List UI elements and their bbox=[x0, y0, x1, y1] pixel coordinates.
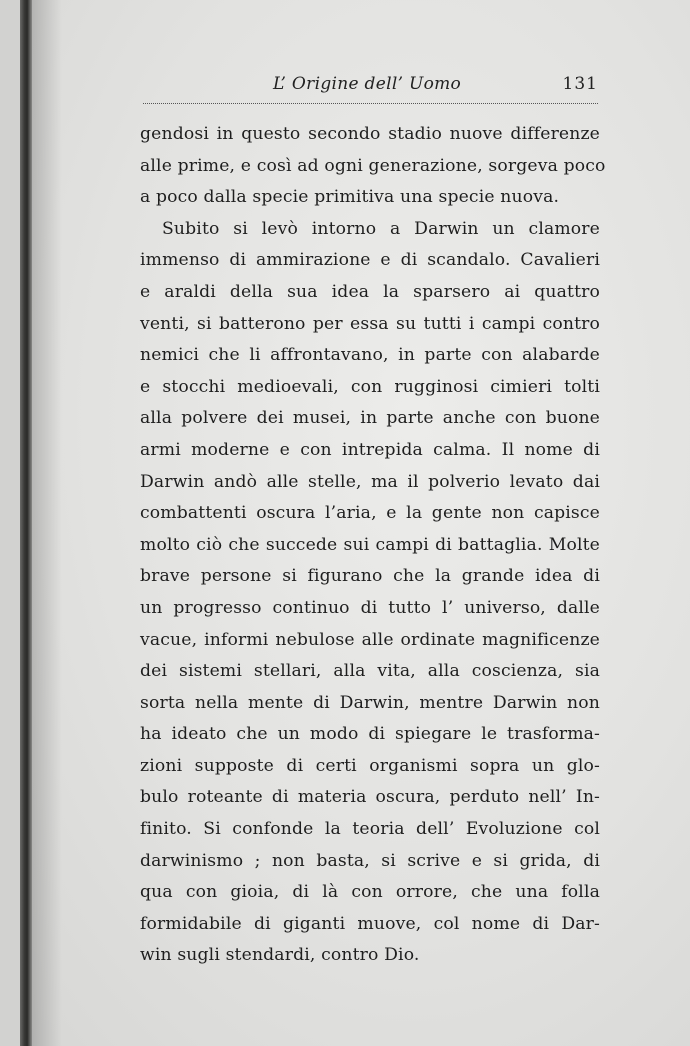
text-line: bulo roteante di materia oscura, perduto nell’ In- bbox=[140, 787, 600, 808]
text-line: molto ciò che succede sui campi di battaglia. Molte bbox=[140, 534, 600, 555]
text-line: Darwin andò alle stelle, ma il polverio levato dai bbox=[140, 471, 600, 492]
text-line: combattenti oscura l’aria, e la gente non capisce bbox=[140, 503, 600, 524]
text-line: ha ideato che un modo di spiegare le trasforma- bbox=[140, 724, 600, 745]
text-line: finito. Si confonde la teoria dell’ Evoluzione col bbox=[140, 819, 600, 840]
text-line: e stocchi medioevali, con rugginosi cimieri tolti bbox=[140, 376, 600, 397]
text-line: vacue, informi nebulose alle ordinate magnificenze bbox=[140, 629, 600, 650]
running-title: L’ Origine dell’ Uomo bbox=[273, 74, 462, 94]
text-line: a poco dalla specie primitiva una specie nuova. bbox=[140, 187, 560, 208]
page-header bbox=[143, 74, 598, 102]
text-line: un progresso continuo di tutto l’ universo, dalle bbox=[140, 597, 600, 618]
facing-page-edge bbox=[0, 0, 20, 1046]
text-line: gendosi in questo secondo stadio nuove differenze bbox=[140, 124, 600, 144]
text-line: win sugli stendardi, contro Dio. bbox=[140, 945, 420, 966]
text-line: Subito si levò intorno a Darwin un clamore bbox=[162, 218, 600, 239]
page-number: 131 bbox=[562, 74, 598, 94]
text-line: alle prime, e così ad ogni generazione, sorgeva poco bbox=[140, 155, 606, 176]
text-line: armi moderne e con intrepida calma. Il nome di bbox=[140, 439, 600, 460]
text-line: venti, si batterono per essa su tutti i campi contro bbox=[140, 313, 600, 334]
body-text bbox=[140, 119, 606, 972]
text-line: e araldi della sua idea la sparsero ai quattro bbox=[140, 281, 600, 302]
header-rule bbox=[143, 103, 598, 104]
text-line: zioni supposte di certi organismi sopra un glo- bbox=[140, 755, 600, 776]
text-line: formidabile di giganti muove, col nome di Dar- bbox=[140, 913, 600, 934]
text-line: brave persone si figurano che la grande idea di bbox=[140, 566, 600, 587]
text-line: dei sistemi stellari, alla vita, alla coscienza, sia bbox=[140, 661, 600, 682]
text-line: nemici che li affrontavano, in parte con alabarde bbox=[140, 345, 600, 366]
text-line: alla polvere dei musei, in parte anche con buone bbox=[140, 408, 600, 429]
text-line: sorta nella mente di Darwin, mentre Darwin non bbox=[140, 692, 600, 713]
book-binding bbox=[20, 0, 32, 1046]
text-line: qua con gioia, di là con orrore, che una folla bbox=[140, 882, 600, 903]
text-line: immenso di ammirazione e di scandalo. Cavalieri bbox=[140, 250, 600, 271]
text-line: darwinismo ; non basta, si scrive e si grida, di bbox=[140, 850, 600, 871]
binding-shadow bbox=[32, 0, 62, 1046]
